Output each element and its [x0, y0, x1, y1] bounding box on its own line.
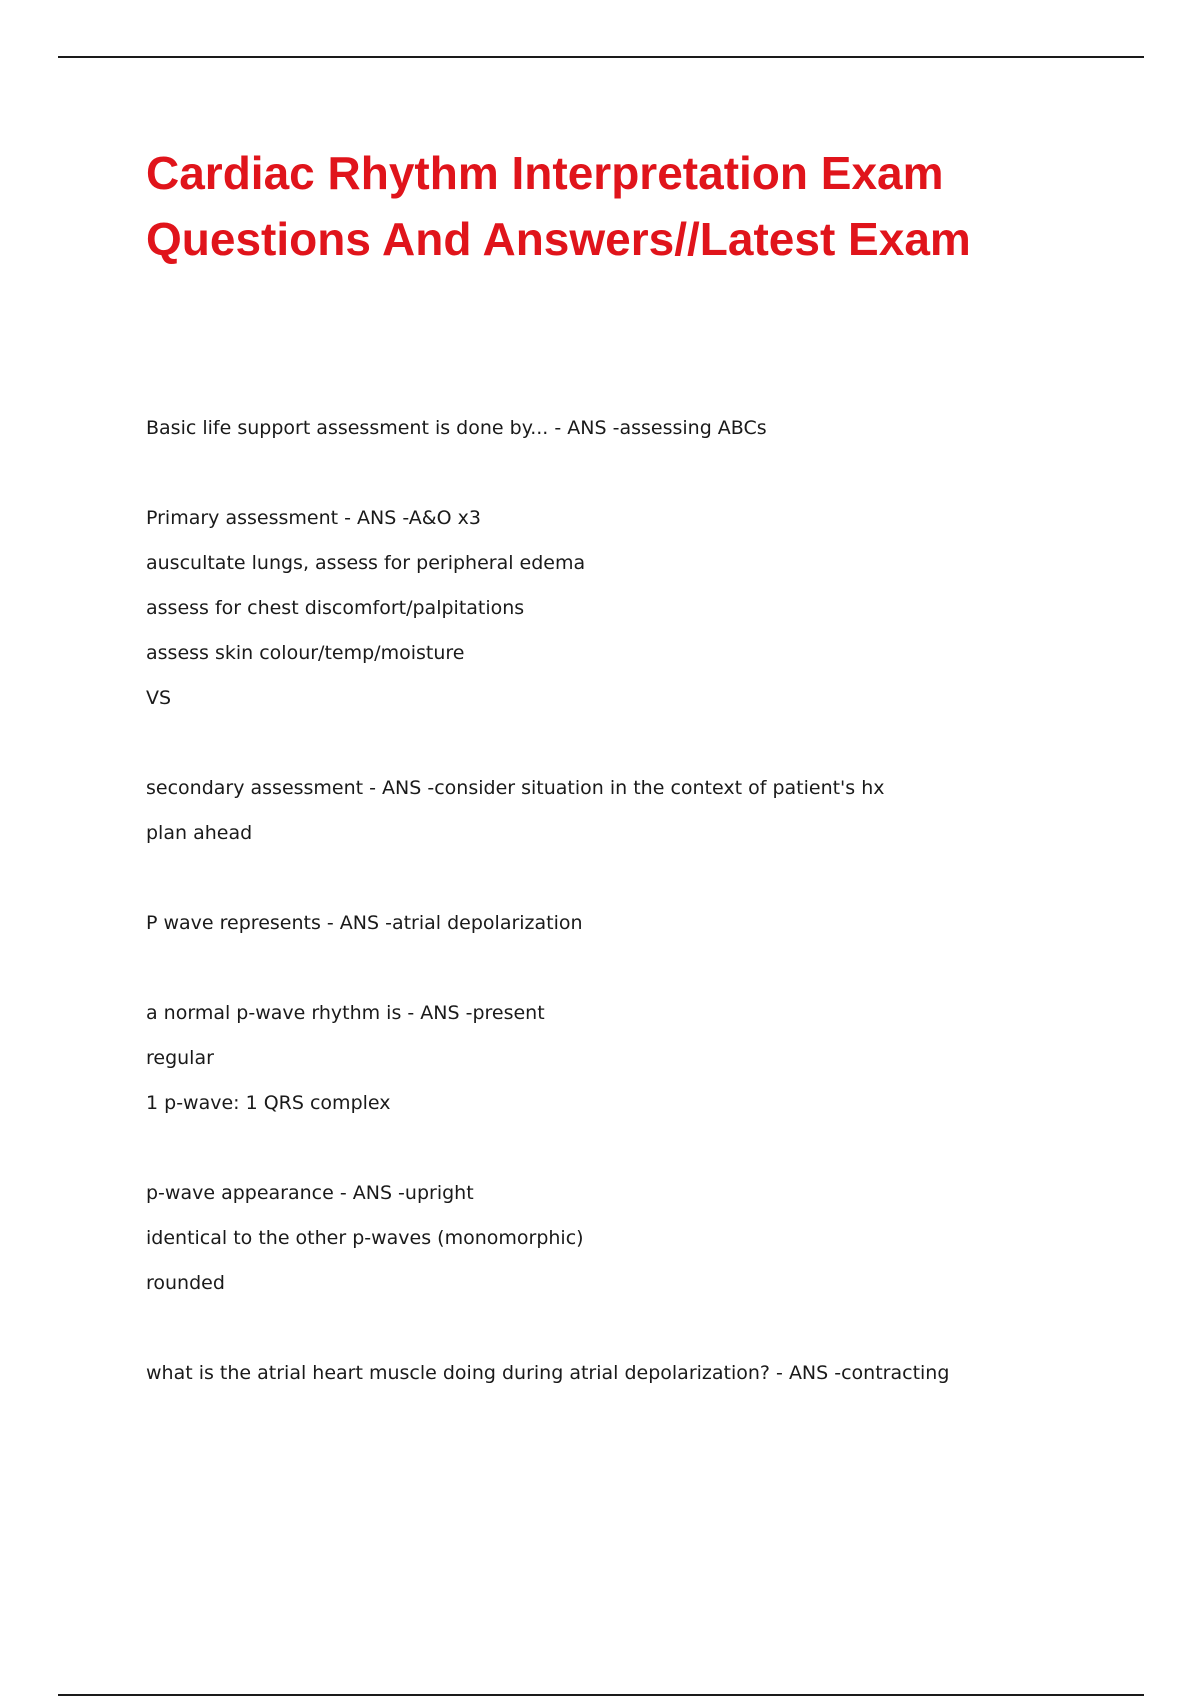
- qa-answer-line: auscultate lungs, assess for peripheral edema: [146, 552, 586, 574]
- document-title-line: Questions And Answers//Latest Exam: [146, 213, 971, 265]
- qa-question-line: p-wave appearance - ANS -upright: [146, 1182, 474, 1204]
- qa-answer-line: identical to the other p-waves (monomorphic): [146, 1227, 584, 1249]
- qa-answer-line: VS: [146, 687, 172, 709]
- header-rule: [58, 56, 1144, 58]
- qa-answer-line: 1 p-wave: 1 QRS complex: [146, 1092, 391, 1114]
- qa-entry: [146, 1351, 1136, 1396]
- qa-question-line: Basic life support assessment is done by... - ANS -assessing ABCs: [146, 417, 767, 439]
- qa-list: [146, 406, 1136, 1441]
- footer-rule: [58, 1694, 1144, 1696]
- qa-answer-line: assess skin colour/temp/moisture: [146, 642, 465, 664]
- document-title: [146, 140, 1106, 272]
- qa-answer-line: rounded: [146, 1272, 225, 1294]
- qa-question-line: a normal p-wave rhythm is - ANS -present: [146, 1002, 545, 1024]
- qa-entry: [146, 496, 1136, 721]
- qa-entry: [146, 991, 1136, 1126]
- qa-entry: [146, 406, 1136, 451]
- qa-question-line: P wave represents - ANS -atrial depolarization: [146, 912, 583, 934]
- qa-entry: [146, 901, 1136, 946]
- qa-answer-line: assess for chest discomfort/palpitations: [146, 597, 525, 619]
- qa-entry: [146, 1171, 1136, 1306]
- qa-answer-line: plan ahead: [146, 822, 253, 844]
- qa-question-line: Primary assessment - ANS -A&O x3: [146, 507, 481, 529]
- document-title-line: Cardiac Rhythm Interpretation Exam: [146, 147, 944, 199]
- qa-answer-line: regular: [146, 1047, 214, 1069]
- qa-entry: [146, 766, 1136, 856]
- qa-question-line: what is the atrial heart muscle doing during atrial depolarization? - ANS -contracting: [146, 1362, 950, 1384]
- qa-question-line: secondary assessment - ANS -consider situation in the context of patient's hx: [146, 777, 885, 799]
